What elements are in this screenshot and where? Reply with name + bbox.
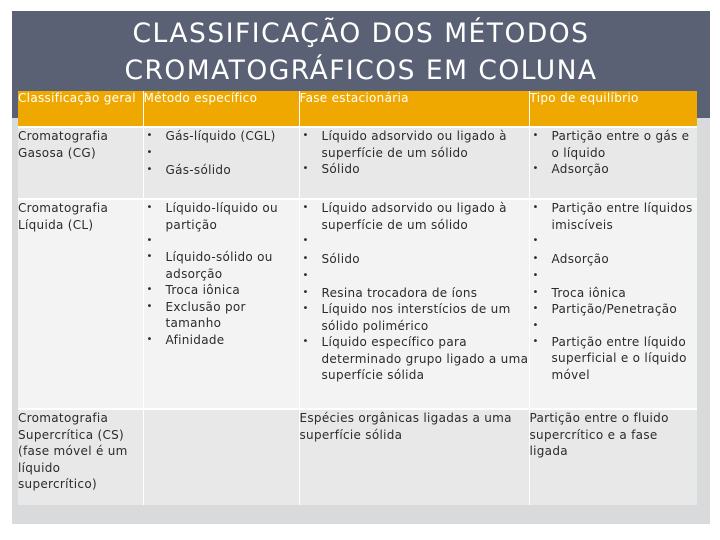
phase-item: • Líquido adsorvido ou ligado à superfície de um sólido bbox=[300, 128, 529, 161]
header-general-classification: Classificação geral bbox=[18, 91, 143, 127]
method-item: • Troca iônica bbox=[144, 282, 299, 299]
cell-phases bbox=[299, 127, 529, 199]
equilibrium-item: • Partição entre líquido superficial e o líquido móvel bbox=[530, 334, 698, 384]
general-classification-text: Cromatografia Gasosa (CG) bbox=[18, 129, 109, 160]
phase-item: • Sólido bbox=[300, 251, 529, 268]
method-item: • Líquido-sólido ou adsorção bbox=[144, 249, 299, 282]
equilibrium-item: • Troca iônica bbox=[530, 285, 698, 302]
cell-general bbox=[18, 199, 143, 409]
title-line-1: CLASSIFICAÇÃO DOS MÉTODOS bbox=[132, 18, 590, 49]
header-specific-method: Método específico bbox=[143, 91, 299, 127]
cell-methods bbox=[143, 199, 299, 409]
equilibrium-item: • Partição/Penetração bbox=[530, 301, 698, 318]
method-item: • Gás-líquido (CGL) bbox=[144, 128, 299, 145]
table-row-supercritical bbox=[18, 409, 697, 505]
general-classification-text: Cromatografia Líquida (CL) bbox=[18, 201, 109, 232]
spacer bbox=[300, 268, 529, 285]
table-row-liquid bbox=[18, 199, 697, 409]
equilibrium-item: • Adsorção bbox=[530, 251, 698, 268]
header-stationary-phase: Fase estacionária bbox=[299, 91, 529, 127]
spacer bbox=[530, 318, 698, 334]
phase-item: • Líquido adsorvido ou ligado à superfície de um sólido bbox=[300, 200, 529, 233]
equilibrium-item: • Partição entre líquidos imiscíveis bbox=[530, 200, 698, 233]
spacer bbox=[530, 268, 698, 285]
equilibrium-text: Partição entre o fluido supercrítico e a fase ligada bbox=[529, 411, 669, 458]
cell-methods bbox=[143, 127, 299, 199]
equilibrium-item: • Adsorção bbox=[530, 161, 698, 178]
method-item: • Afinidade bbox=[144, 332, 299, 349]
phase-item: • Líquido nos interstícios de um sólido polimérico bbox=[300, 301, 529, 334]
cell-phases bbox=[299, 409, 529, 505]
title-line-2: CROMATOGRÁFICOS EM COLUNA bbox=[124, 55, 598, 86]
general-classification-text: Cromatografia Supercrítica (CS) (fase móvel é um líquido supercrítico) bbox=[18, 411, 128, 491]
table-row-gas bbox=[18, 127, 697, 199]
cell-general bbox=[18, 409, 143, 505]
method-item: • Líquido-líquido ou partição bbox=[144, 200, 299, 233]
cell-equilibria bbox=[529, 409, 697, 505]
header-equilibrium-type: Tipo de equilíbrio bbox=[529, 91, 697, 127]
phase-item: • Sólido bbox=[300, 161, 529, 178]
equilibrium-item: • Partição entre o gás e o líquido bbox=[530, 128, 698, 161]
cell-general bbox=[18, 127, 143, 199]
spacer bbox=[300, 233, 529, 251]
table-header-row bbox=[18, 91, 697, 127]
method-item: • Gás-sólido bbox=[144, 162, 299, 179]
spacer bbox=[530, 233, 698, 251]
cell-equilibria bbox=[529, 199, 697, 409]
phase-text: Espécies orgânicas ligadas a uma superfície sólida bbox=[299, 411, 512, 442]
spacer bbox=[144, 145, 299, 162]
slide-title bbox=[12, 11, 710, 95]
spacer bbox=[144, 233, 299, 249]
cell-equilibria bbox=[529, 127, 697, 199]
cell-phases bbox=[299, 199, 529, 409]
phase-item: • Resina trocadora de íons bbox=[300, 285, 529, 302]
method-item: • Exclusão por tamanho bbox=[144, 299, 299, 332]
phase-item: • Líquido específico para determinado grupo ligado a uma superfície sólida bbox=[300, 334, 529, 384]
cell-methods bbox=[143, 409, 299, 505]
classification-table bbox=[18, 91, 697, 505]
